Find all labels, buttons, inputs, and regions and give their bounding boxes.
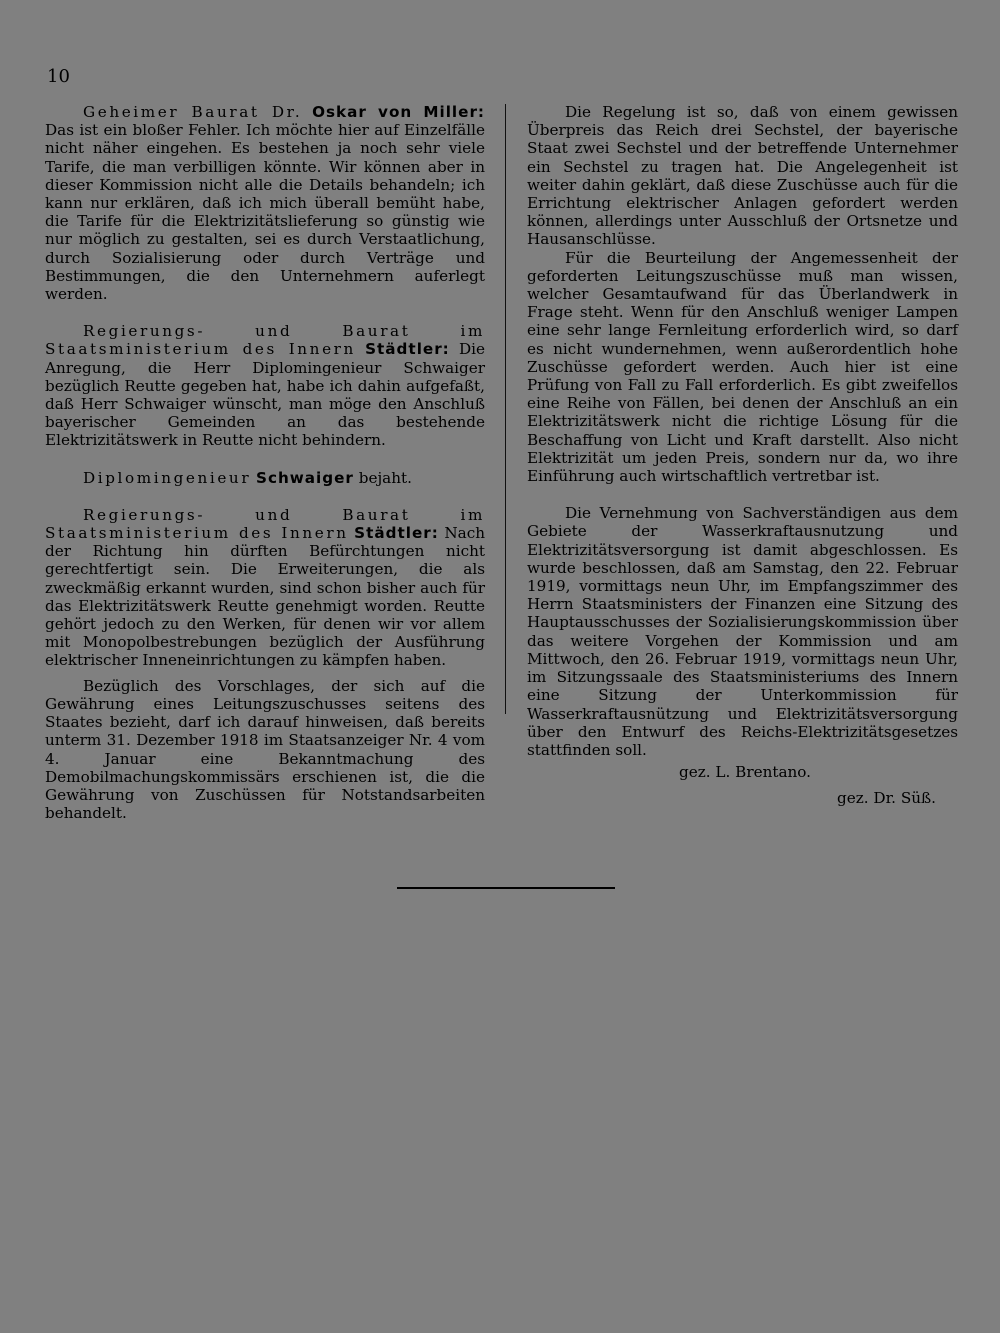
paragraph-text: bejaht. (358, 468, 412, 487)
paragraph-staedtler-1 (45, 322, 485, 449)
speaker-name: Städtler: (365, 340, 450, 359)
paragraph-vernehmung: Die Vernehmung von Sachverständigen aus dem Gebiete der Wasserkraftausnutzung und Elektrizitätsversorgung ist damit abgeschlossen. Es wurde beschlossen, daß am Samstag, den 22. Februar 1919, vormittags neun Uhr, im Empfangszimmer des Herrn Staatsministers der Finanzen eine Sitzung des Hauptausschusses der Sozialisierungskommission über das weitere Vorgehen der Kommission und am Mittwoch, den 26. Februar 1919, vormittags neun Uhr, im Sitzungssaale des Staatsministeriums des Innern eine Sitzung der Unterkommission für Wasserkraftausnützung und Elektrizitätsversorgung über den Entwurf des Reichs-Elektrizitätsgesetzes stattfinden soll. (527, 504, 958, 759)
speaker-name: Schwaiger (256, 468, 354, 487)
signature-suess: gez. Dr. Süß. (837, 789, 936, 808)
left-column (45, 103, 485, 822)
speaker-title: Regierungs- und Baurat im Staatsministerium des Innern (45, 505, 485, 543)
paragraph-staedtler-2 (45, 506, 485, 670)
speaker-name: Städtler: (354, 524, 439, 543)
paragraph-schwaiger (45, 469, 485, 487)
speaker-title: Diplomingenieur (83, 468, 252, 487)
speaker-title: Regierungs- und Baurat im Staatsministerium des Innern (45, 322, 485, 359)
footer-rule (397, 887, 615, 889)
signature-brentano: gez. L. Brentano. (679, 763, 811, 782)
speaker-name: Oskar von Miller: (312, 103, 486, 121)
paragraph-text: Nach der Richtung hin dürften Befürchtungen nicht gerechtfertigt sein. Die Erweiterungen, die als zweckmäßig erkannt wurden, sind schon bisher auch für das Elektrizitätswerk Reutte genehmigt worden. Reutte gehört jedoch zu den Werken, für denen wir vor allem mit Monopolbestrebungen bezüglich der Ausführung elektrischer Inneneinrichtungen zu kämpfen haben. (45, 524, 486, 670)
right-column (527, 103, 958, 808)
paragraph-miller (45, 103, 485, 303)
paragraph-text: Das ist ein bloßer Fehler. Ich möchte hier auf Einzelfälle nicht näher eingehen. Es bestehen ja noch sehr viele Tarife, die man verbilligen könnte. Wir können aber in dieser Kommission nicht alle die Details behandeln; ich kann nur erklären, daß ich mich überall bemüht habe, die Tarife für die Elektrizitätslieferung so günstig wie nur möglich zu gestalten, sei es durch Verstaatlichung, durch Sozialisierung oder durch Verträge und Bestimmungen, die den Unternehmern auferlegt werden. (45, 121, 485, 304)
paragraph-regelung: Die Regelung ist so, daß von einem gewissen Überpreis das Reich drei Sechstel, der bayerische Staat zwei Sechstel und der betreffende Unternehmer ein Sechstel zu tragen hat. Die Angelegenheit ist weiter dahin geklärt, daß diese Zuschüsse auch für die Errichtung elektrischer Anlagen gefordert werden können, allerdings unter Ausschluß der Ortsnetze und Hausanschlüsse. (527, 103, 958, 249)
paragraph-leitungszuschuss: Bezüglich des Vorschlages, der sich auf die Gewährung eines Leitungszuschusses seitens des Staates bezieht, darf ich darauf hinweisen, daß bereits unterm 31. Dezember 1918 im Staatsanzeiger Nr. 4 vom 4. Januar eine Bekanntmachung des Demobilmachungskommissärs erschienen ist, die die Gewährung von Zuschüssen für Notstandsarbeiten behandelt. (45, 676, 485, 823)
column-divider (505, 104, 506, 714)
paragraph-text: Die Anregung, die Herr Diplomingenieur Schwaiger bezüglich Reutte gegeben hat, habe ich dahin aufgefaßt, daß Herr Schwaiger wünscht, man möge den Anschluß bayerischer Gemeinden an das bestehende Elektrizitätswerk in Reutte nicht behindern. (45, 340, 485, 450)
speaker-title: Geheimer Baurat Dr. (83, 103, 303, 121)
page-number: 10 (47, 66, 70, 87)
paragraph-beurteilung: Für die Beurteilung der Angemessenheit der geforderten Leitungszuschüsse muß man wissen, welcher Gesamtaufwand für das Überlandwerk in Frage steht. Wenn für den Anschluß weniger Lampen eine sehr lange Fernleitung erforderlich wird, so darf es nicht wundernehmen, wenn außerordentlich hohe Zuschüsse gefordert werden. Auch hier ist eine Prüfung von Fall zu Fall erforderlich. Es gibt zweifellos eine Reihe von Fällen, bei denen der Anschluß an ein Elektrizitätswerk nicht die richtige Lösung für die Beschaffung von Licht und Kraft darstellt. Also nicht Elektrizität um jeden Preis, sondern nur da, wo ihre Einführung auch wirtschaftlich vertretbar ist. (527, 248, 958, 486)
